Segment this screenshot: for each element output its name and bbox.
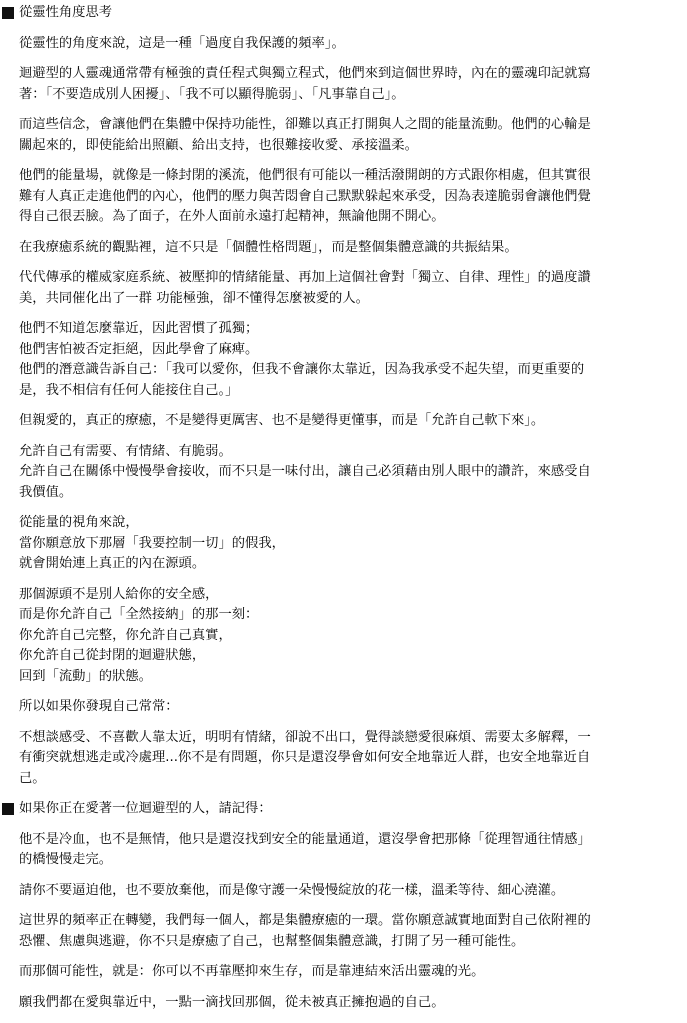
paragraph-line: 得自己很丟臉。為了面子，在外人面前永遠打起精神，無論他開不開心。 bbox=[19, 209, 445, 224]
paragraph-line: 的橋慢慢走完。 bbox=[19, 852, 113, 867]
paragraph bbox=[19, 319, 669, 401]
paragraph-line: 關起來的，即使能給出照顧、給出支持，也很難接收愛、承接溫柔。 bbox=[19, 137, 418, 153]
paragraph bbox=[19, 728, 669, 790]
paragraph bbox=[19, 34, 669, 55]
paragraph-line: 這世界的頻率正在轉變，我們每一個人，都是集體療癒的一環。當你願意誠實地面對自己依附裡的 bbox=[19, 913, 591, 928]
paragraph-line: 著：「不要造成別人困擾」、「我不可以顯得脆弱」、「凡事靠自己」。 bbox=[19, 86, 405, 102]
paragraph-line: 代代傳承的權威家庭系統、被壓抑的情緒能量、再加上這個社會對「獨立、自律、理性」的過度讚 bbox=[19, 270, 591, 285]
paragraph-line: 從靈性的角度來說，這是一種「過度自我保護的頻率」。 bbox=[19, 35, 345, 51]
paragraph-line: 是，我不相信有任何人能接住自己。」 bbox=[19, 382, 239, 398]
paragraph bbox=[19, 585, 669, 688]
paragraph-line: 所以如果你發現自己常常： bbox=[19, 699, 179, 714]
paragraph-line: 他們的能量場，就像是一條封閉的溪流，他們很有可能以一種活潑開朗的方式跟你相處，但其實很 bbox=[19, 168, 591, 183]
section-heading-avoidant-partner bbox=[19, 799, 669, 820]
paragraph-line: 不想談感受、不喜歡人靠太近，明明有情緒，卻說不出口，覺得談戀愛很麻煩、需要太多解釋，一 bbox=[19, 729, 591, 745]
paragraph-line: 請你不要逼迫他，也不要放棄他，而是像守護一朵慢慢綻放的花一樣，溫柔等待、細心澆灌。 bbox=[19, 882, 565, 898]
paragraph bbox=[19, 411, 669, 432]
paragraph bbox=[19, 830, 669, 871]
paragraph-line: 我價值。 bbox=[19, 484, 73, 500]
paragraph-line: 有衝突就想逃走或冷處理...你不是有問題，你只是還沒學會如何安全地靠近人群，也安全地靠近自 bbox=[19, 750, 591, 765]
paragraph-line: 允許自己在關係中慢慢學會接收，而不只是一味付出，讓自己必須藉由別人眼中的讚許，來感受自 bbox=[19, 464, 591, 479]
paragraph bbox=[19, 911, 669, 952]
paragraph-line: 你允許自己完整，你允許自己真實， bbox=[19, 627, 232, 643]
paragraph-line: 難有人真正走進他們的內心，他們的壓力與苦悶會自己默默躲起來承受，因為表達脆弱會讓他們覺 bbox=[19, 188, 591, 204]
paragraph-line: 他們不知道怎麼靠近，因此習慣了孤獨； bbox=[19, 321, 259, 336]
paragraph-line: 他們害怕被否定拒絕，因此學會了麻痺。 bbox=[19, 341, 259, 357]
paragraph-line: 美，共同催化出了一群 功能極強，卻不懂得怎麼被愛的人。 bbox=[19, 290, 369, 306]
paragraph-line: 從能量的視角來說， bbox=[19, 515, 139, 530]
paragraph-line: 恐懼、焦慮與逃避，你不只是療癒了自己，也幫整個集體意識，打開了另一種可能性。 bbox=[19, 933, 525, 949]
post-body bbox=[19, 3, 669, 1023]
paragraph-line: 回到「流動」的狀態。 bbox=[19, 668, 152, 684]
paragraph-line: 允許自己有需要、有情緒、有脆弱。 bbox=[19, 443, 232, 459]
paragraph-line: 而那個可能性，就是：你可以不再靠壓抑來生存，而是靠連結來活出靈魂的光。 bbox=[19, 964, 485, 979]
paragraph-line: 在我療癒系統的觀點裡，這不只是「個體性格問題」，而是整個集體意識的共振結果。 bbox=[19, 239, 518, 255]
paragraph bbox=[19, 64, 669, 105]
paragraph-line: 而這些信念，會讓他們在集體中保持功能性，卻難以真正打開與人之間的能量流動。他們的心輪是 bbox=[19, 117, 591, 132]
paragraph-line: 但親愛的，真正的療癒，不是變得更厲害、也不是變得更懂事，而是「允許自己軟下來」。 bbox=[19, 413, 545, 428]
paragraph-line: 那個源頭不是別人給你的安全感， bbox=[19, 586, 219, 602]
paragraph bbox=[19, 513, 669, 575]
section-heading-spiritual bbox=[19, 3, 669, 24]
paragraph bbox=[19, 238, 669, 259]
paragraph bbox=[19, 993, 669, 1014]
heading-text: 從靈性角度思考 bbox=[19, 5, 113, 20]
paragraph-line: 當你願意放下那層「我要控制一切」的假我， bbox=[19, 535, 285, 551]
paragraph bbox=[19, 268, 669, 309]
paragraph-line: 你允許自己從封閉的迴避狀態， bbox=[19, 648, 206, 663]
paragraph bbox=[19, 962, 669, 983]
heading-text: 如果你正在愛著一位迴避型的人，請記得： bbox=[19, 801, 272, 816]
paragraph-line: 就會開始連上真正的內在源頭。 bbox=[19, 556, 206, 571]
paragraph-line: 迴避型的人靈魂通常帶有極強的責任程式與獨立程式，他們來到這個世界時，內在的靈魂印記就寫 bbox=[19, 66, 591, 81]
paragraph-line: 己。 bbox=[19, 770, 46, 786]
black-square-bullet-icon bbox=[2, 7, 14, 19]
paragraph-line: 他們的潛意識告訴自己：「我可以愛你，但我不會讓你太靠近，因為我承受不起失望，而更重要的 bbox=[19, 362, 585, 377]
paragraph-group-b bbox=[19, 830, 669, 1014]
black-square-bullet-icon bbox=[2, 803, 14, 815]
paragraph-line: 願我們都在愛與靠近中，一點一滴找回那個，從未被真正擁抱過的自己。 bbox=[19, 994, 445, 1010]
paragraph bbox=[19, 881, 669, 902]
paragraph-line: 他不是冷血，也不是無情，他只是還沒找到安全的能量通道，還沒學會把那條「從理智通往情感」 bbox=[19, 831, 591, 847]
paragraph bbox=[19, 115, 669, 156]
paragraph bbox=[19, 442, 669, 504]
paragraph bbox=[19, 166, 669, 228]
paragraph-group-a bbox=[19, 34, 669, 790]
paragraph bbox=[19, 697, 669, 718]
paragraph-line: 而是你允許自己「全然接納」的那一刻： bbox=[19, 607, 259, 622]
